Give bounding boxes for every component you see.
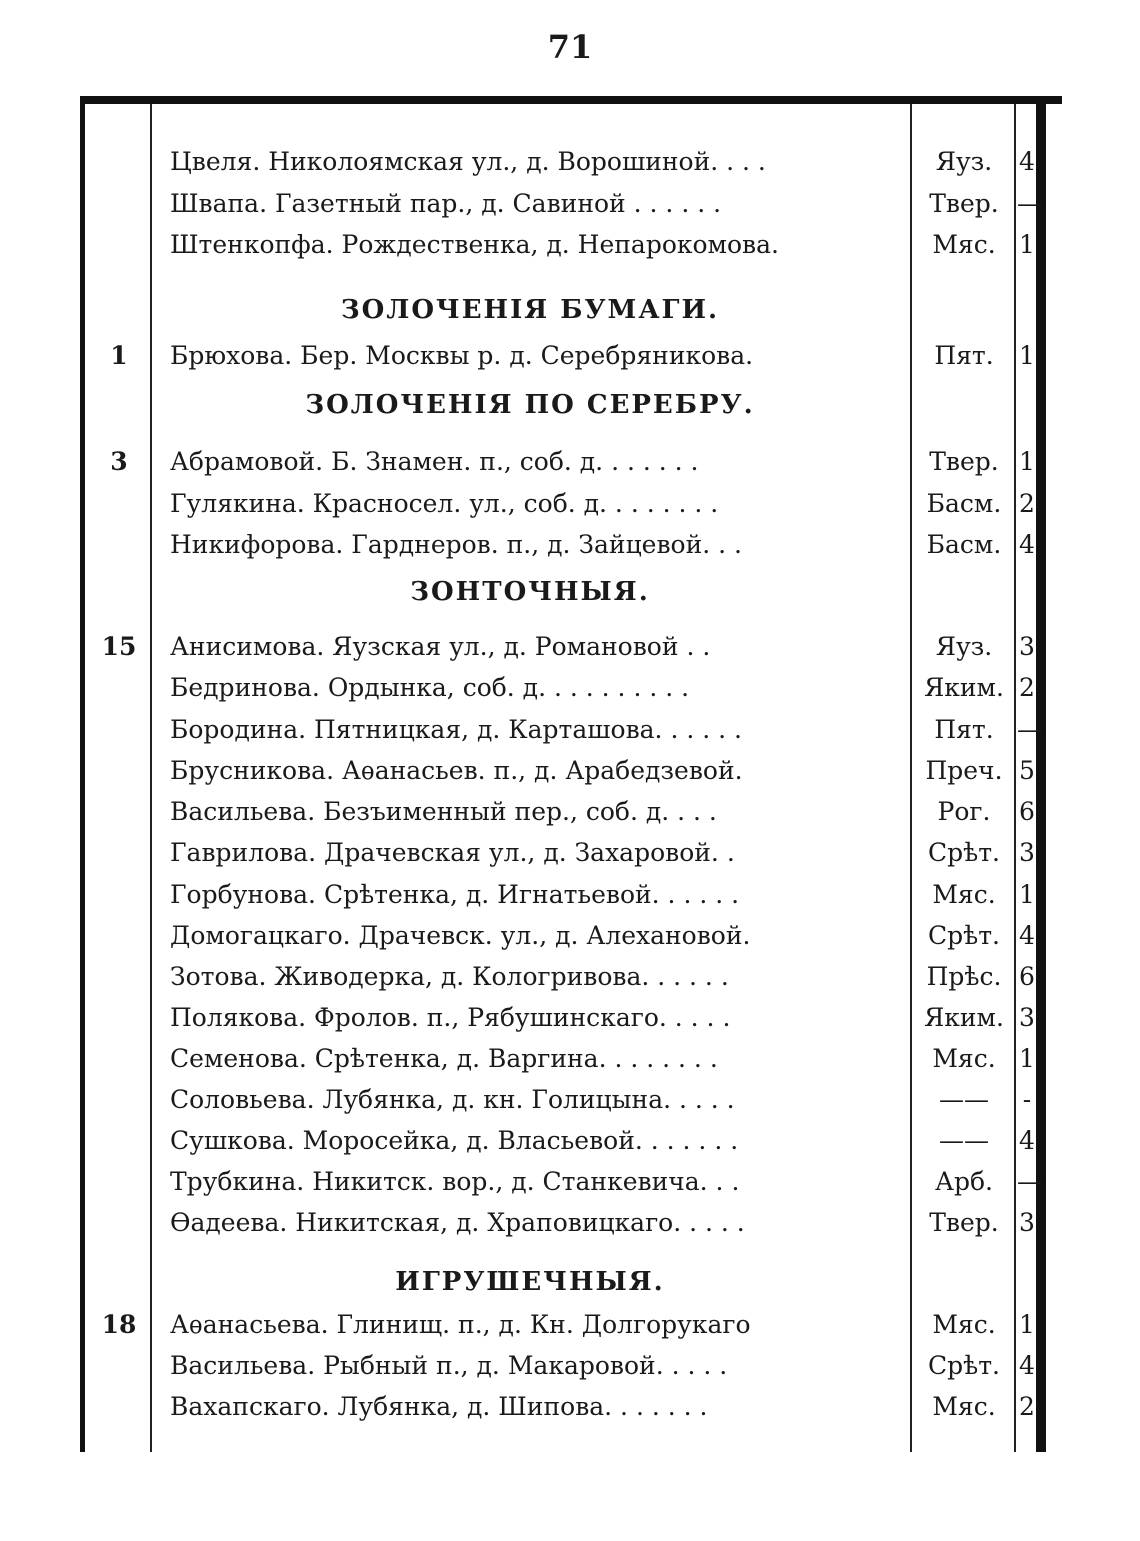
district-code: Басм.	[926, 489, 1002, 518]
house-number: 4	[1019, 1126, 1035, 1155]
table-row	[0, 916, 1140, 956]
table-row	[0, 1080, 1140, 1120]
table-row	[0, 875, 1140, 915]
district-code: Пят.	[934, 341, 994, 370]
table-row	[0, 751, 1140, 791]
entry-text: Трубкина. Никитск. вор., д. Станкевича. . .	[170, 1167, 740, 1196]
entry-text: Вахапскаго. Лубянка, д. Шипова. . . . . . .	[170, 1392, 708, 1421]
entry-text: Горбунова. Срѣтенка, д. Игнатьевой. . . . . .	[170, 880, 740, 909]
house-number: 1	[1019, 230, 1035, 259]
district-code: ——	[939, 1126, 989, 1155]
table-row	[0, 668, 1140, 708]
house-number: 2	[1019, 1392, 1035, 1421]
entry-text: Сушкова. Моросейка, д. Власьевой. . . . . . .	[170, 1126, 739, 1155]
table-row	[0, 1305, 1140, 1345]
table-row	[0, 1346, 1140, 1386]
section-count: 1	[110, 341, 128, 370]
district-code: Твер.	[929, 447, 999, 476]
district-code: Пят.	[934, 715, 994, 744]
table-row	[0, 142, 1140, 182]
entry-text: Аѳанасьева. Глинищ. п., д. Кн. Долгорукаго	[170, 1310, 751, 1339]
section-count: 3	[110, 447, 128, 476]
entry-text: Брюхова. Бер. Москвы р. д. Серебряникова.	[170, 341, 754, 370]
section-heading: ЗОЛОЧЕНІЯ БУМАГИ.	[340, 295, 720, 325]
table-row	[0, 957, 1140, 997]
district-code: Яким.	[924, 673, 1004, 702]
district-code: Прѣс.	[926, 962, 1002, 991]
table-row	[0, 442, 1140, 482]
entry-text: Соловьева. Лубянка, д. кн. Голицына. . . . .	[170, 1085, 735, 1114]
table-row	[0, 1203, 1140, 1243]
entry-text: Зотова. Живодерка, д. Кологривова. . . . . .	[170, 962, 729, 991]
house-number: 6	[1019, 962, 1035, 991]
house-number: 4	[1019, 147, 1035, 176]
house-number: 1	[1019, 880, 1035, 909]
table-row	[0, 525, 1140, 565]
entry-text: Семенова. Срѣтенка, д. Варгина. . . . . . . .	[170, 1044, 718, 1073]
section-count: 18	[101, 1310, 137, 1339]
house-number: 6	[1019, 797, 1035, 826]
district-code: Срѣт.	[928, 838, 1000, 867]
house-number: 5	[1019, 756, 1035, 785]
house-number: —	[1017, 1167, 1042, 1196]
house-number: 3	[1019, 632, 1035, 661]
section-count: 15	[101, 632, 137, 661]
entry-text: Бедринова. Ордынка, соб. д. . . . . . . . . .	[170, 673, 690, 702]
district-code: Яуз.	[935, 632, 993, 661]
table-row	[0, 336, 1140, 376]
entry-text: Анисимова. Яузская ул., д. Романовой . .	[170, 632, 711, 661]
section-heading: ИГРУШЕЧНЫЯ.	[395, 1267, 665, 1297]
table-row	[0, 1039, 1140, 1079]
table-row	[0, 627, 1140, 667]
district-code: Басм.	[926, 530, 1002, 559]
table-row	[0, 1121, 1140, 1161]
section-heading: ЗОЛОЧЕНІЯ ПО СЕРЕБРУ.	[305, 390, 755, 420]
entry-text: Бородина. Пятницкая, д. Карташова. . . . . .	[170, 715, 742, 744]
district-code: Преч.	[925, 756, 1003, 785]
house-number: —	[1017, 715, 1042, 744]
district-code: Арб.	[935, 1167, 993, 1196]
entry-text: Брусникова. Аѳанасьев. п., д. Арабедзевой.	[170, 756, 743, 785]
entry-text: Цвеля. Николоямская ул., д. Ворошиной. . . .	[170, 147, 766, 176]
entry-text: Полякова. Фролов. п., Рябушинскаго. . . . .	[170, 1003, 731, 1032]
house-number: 1	[1019, 1310, 1035, 1339]
house-number: 2	[1019, 673, 1035, 702]
house-number: 1	[1019, 341, 1035, 370]
table-row	[0, 225, 1140, 265]
district-code: Мяс.	[932, 880, 996, 909]
entry-text: Гаврилова. Драчевская ул., д. Захаровой. .	[170, 838, 735, 867]
table-row	[0, 792, 1140, 832]
house-number: 4	[1019, 530, 1035, 559]
page-number: 71	[547, 28, 593, 66]
district-code: Яуз.	[935, 147, 993, 176]
house-number: 4	[1019, 921, 1035, 950]
district-code: Мяс.	[932, 230, 996, 259]
table-row	[0, 184, 1140, 224]
district-code: ——	[939, 1085, 989, 1114]
district-code: Яким.	[924, 1003, 1004, 1032]
house-number: -	[1022, 1085, 1032, 1114]
district-code: Мяс.	[932, 1310, 996, 1339]
entry-text: Васильева. Безъименный пер., соб. д. . . .	[170, 797, 717, 826]
table-row	[0, 484, 1140, 524]
entry-text: Швапа. Газетный пар., д. Савиной . . . . . .	[170, 189, 722, 218]
district-code: Срѣт.	[928, 921, 1000, 950]
entry-text: Домогацкаго. Драчевск. ул., д. Алехановой.	[170, 921, 751, 950]
house-number: 3	[1019, 838, 1035, 867]
entry-text: Васильева. Рыбный п., д. Макаровой. . . . .	[170, 1351, 728, 1380]
district-code: Мяс.	[932, 1044, 996, 1073]
house-number: 3	[1019, 1208, 1035, 1237]
entry-text: Штенкопфа. Рождественка, д. Непарокомова.	[170, 230, 779, 259]
frame-top-border	[80, 96, 1062, 104]
house-number: —	[1017, 189, 1042, 218]
district-code: Твер.	[929, 1208, 999, 1237]
house-number: 3	[1019, 1003, 1035, 1032]
section-heading: ЗОНТОЧНЫЯ.	[410, 577, 650, 607]
entry-text: Ѳадеева. Никитская, д. Храповицкаго. . . . .	[170, 1208, 745, 1237]
table-row	[0, 1387, 1140, 1427]
district-code: Рог.	[937, 797, 991, 826]
district-code: Твер.	[929, 189, 999, 218]
house-number: 4	[1019, 1351, 1035, 1380]
entry-text: Гулякина. Красносел. ул., соб. д. . . . . . . .	[170, 489, 719, 518]
house-number: 1	[1019, 1044, 1035, 1073]
table-row	[0, 710, 1140, 750]
entry-text: Никифорова. Гарднеров. п., д. Зайцевой. . .	[170, 530, 742, 559]
entry-text: Абрамовой. Б. Знамен. п., соб. д. . . . . . .	[170, 447, 699, 476]
house-number: 1	[1019, 447, 1035, 476]
house-number: 2	[1019, 489, 1035, 518]
district-code: Срѣт.	[928, 1351, 1000, 1380]
table-row	[0, 833, 1140, 873]
table-row	[0, 1162, 1140, 1202]
district-code: Мяс.	[932, 1392, 996, 1421]
table-row	[0, 998, 1140, 1038]
